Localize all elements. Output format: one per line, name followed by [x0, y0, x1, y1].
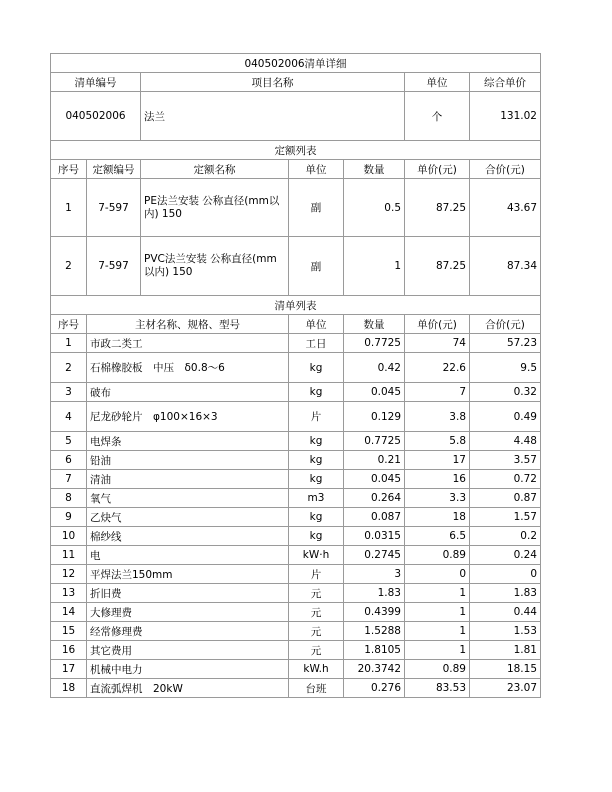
summary-name: 法兰 — [141, 92, 405, 141]
list-price: 17 — [405, 451, 470, 470]
list-name: 电 — [87, 546, 289, 565]
list-name: 乙炔气 — [87, 508, 289, 527]
quota-code: 7-597 — [87, 237, 141, 296]
list-total: 1.83 — [470, 584, 541, 603]
quota-header-total: 合价(元) — [470, 160, 541, 179]
list-name: 其它费用 — [87, 641, 289, 660]
quota-unit: 副 — [289, 237, 344, 296]
list-total: 0.24 — [470, 546, 541, 565]
quota-header-unit: 单位 — [289, 160, 344, 179]
list-row — [51, 546, 541, 565]
quota-price: 87.25 — [405, 237, 470, 296]
list-qty: 0.045 — [344, 383, 405, 402]
list-total: 1.57 — [470, 508, 541, 527]
quota-code: 7-597 — [87, 179, 141, 237]
list-header-price: 单价(元) — [405, 315, 470, 334]
list-no: 4 — [51, 402, 87, 432]
summary-price: 131.02 — [470, 92, 541, 141]
list-total: 18.15 — [470, 660, 541, 679]
list-no: 9 — [51, 508, 87, 527]
list-row — [51, 334, 541, 353]
list-name: 棉纱线 — [87, 527, 289, 546]
summary-header-name: 项目名称 — [141, 73, 405, 92]
list-total: 1.81 — [470, 641, 541, 660]
list-name: 石棉橡胶板 中压 δ0.8～6 — [87, 353, 289, 383]
list-price: 5.8 — [405, 432, 470, 451]
list-name: 平焊法兰150mm — [87, 565, 289, 584]
summary-header-unit: 单位 — [405, 73, 470, 92]
list-price: 1 — [405, 603, 470, 622]
list-no: 8 — [51, 489, 87, 508]
list-total: 9.5 — [470, 353, 541, 383]
list-name: 经常修理费 — [87, 622, 289, 641]
list-name: 电焊条 — [87, 432, 289, 451]
list-header-no: 序号 — [51, 315, 87, 334]
list-qty: 0.42 — [344, 353, 405, 383]
quota-total: 43.67 — [470, 179, 541, 237]
list-qty: 0.7725 — [344, 334, 405, 353]
quota-total: 87.34 — [470, 237, 541, 296]
list-price: 6.5 — [405, 527, 470, 546]
list-name: 机械中电力 — [87, 660, 289, 679]
list-unit: 元 — [289, 641, 344, 660]
list-no: 13 — [51, 584, 87, 603]
summary-header-code: 清单编号 — [51, 73, 141, 92]
list-row — [51, 353, 541, 383]
list-qty: 1.5288 — [344, 622, 405, 641]
list-qty: 0.276 — [344, 679, 405, 698]
list-row — [51, 470, 541, 489]
list-no: 2 — [51, 353, 87, 383]
list-total: 0.32 — [470, 383, 541, 402]
list-qty: 0.2745 — [344, 546, 405, 565]
list-qty: 0.264 — [344, 489, 405, 508]
list-unit: kg — [289, 527, 344, 546]
list-qty: 0.0315 — [344, 527, 405, 546]
list-row — [51, 489, 541, 508]
list-row — [51, 508, 541, 527]
list-total: 0.2 — [470, 527, 541, 546]
list-section-title: 清单列表 — [51, 296, 541, 315]
list-name: 铅油 — [87, 451, 289, 470]
list-header-qty: 数量 — [344, 315, 405, 334]
quota-header-code: 定额编号 — [87, 160, 141, 179]
list-unit: kg — [289, 432, 344, 451]
quota-header-name: 定额名称 — [141, 160, 289, 179]
list-qty: 0.21 — [344, 451, 405, 470]
list-unit: kW·h — [289, 546, 344, 565]
list-name: 尼龙砂轮片 φ100×16×3 — [87, 402, 289, 432]
list-total: 0.72 — [470, 470, 541, 489]
quota-qty: 1 — [344, 237, 405, 296]
list-price: 83.53 — [405, 679, 470, 698]
list-row — [51, 622, 541, 641]
list-price: 3.8 — [405, 402, 470, 432]
list-price: 0 — [405, 565, 470, 584]
list-unit: 元 — [289, 622, 344, 641]
list-total: 57.23 — [470, 334, 541, 353]
list-total: 0.44 — [470, 603, 541, 622]
list-row — [51, 432, 541, 451]
quota-row — [51, 179, 541, 237]
list-qty: 0.129 — [344, 402, 405, 432]
list-header-name: 主材名称、规格、型号 — [87, 315, 289, 334]
detail-table — [50, 53, 541, 698]
list-unit: 元 — [289, 603, 344, 622]
list-no: 18 — [51, 679, 87, 698]
quota-price: 87.25 — [405, 179, 470, 237]
list-unit: 台班 — [289, 679, 344, 698]
list-header-unit: 单位 — [289, 315, 344, 334]
list-no: 7 — [51, 470, 87, 489]
quota-qty: 0.5 — [344, 179, 405, 237]
list-no: 10 — [51, 527, 87, 546]
list-name: 清油 — [87, 470, 289, 489]
list-qty: 1.83 — [344, 584, 405, 603]
list-qty: 20.3742 — [344, 660, 405, 679]
list-unit: 工日 — [289, 334, 344, 353]
quota-header-no: 序号 — [51, 160, 87, 179]
list-total: 23.07 — [470, 679, 541, 698]
list-no: 12 — [51, 565, 87, 584]
list-qty: 0.7725 — [344, 432, 405, 451]
quota-no: 1 — [51, 179, 87, 237]
list-name: 破布 — [87, 383, 289, 402]
list-price: 18 — [405, 508, 470, 527]
list-unit: kg — [289, 470, 344, 489]
list-price: 0.89 — [405, 660, 470, 679]
quota-unit: 副 — [289, 179, 344, 237]
list-price: 3.3 — [405, 489, 470, 508]
list-price: 1 — [405, 622, 470, 641]
list-unit: kg — [289, 451, 344, 470]
list-unit: kg — [289, 353, 344, 383]
list-name: 大修理费 — [87, 603, 289, 622]
list-no: 11 — [51, 546, 87, 565]
quota-row — [51, 237, 541, 296]
list-name: 折旧费 — [87, 584, 289, 603]
list-qty: 1.8105 — [344, 641, 405, 660]
list-unit: 片 — [289, 402, 344, 432]
list-unit: kg — [289, 383, 344, 402]
list-row — [51, 660, 541, 679]
quota-header-price: 单价(元) — [405, 160, 470, 179]
list-row — [51, 584, 541, 603]
list-qty: 0.4399 — [344, 603, 405, 622]
summary-header-price: 综合单价 — [470, 73, 541, 92]
list-price: 1 — [405, 641, 470, 660]
list-row — [51, 451, 541, 470]
list-price: 0.89 — [405, 546, 470, 565]
quota-no: 2 — [51, 237, 87, 296]
list-price: 74 — [405, 334, 470, 353]
list-name: 氧气 — [87, 489, 289, 508]
list-price: 7 — [405, 383, 470, 402]
list-row — [51, 527, 541, 546]
list-price: 22.6 — [405, 353, 470, 383]
list-unit: kW.h — [289, 660, 344, 679]
list-unit: kg — [289, 508, 344, 527]
list-qty: 3 — [344, 565, 405, 584]
list-row — [51, 565, 541, 584]
list-qty: 0.045 — [344, 470, 405, 489]
list-total: 3.57 — [470, 451, 541, 470]
list-total: 0.87 — [470, 489, 541, 508]
list-row — [51, 641, 541, 660]
quota-name: PVC法兰安装 公称直径(mm以内) 150 — [141, 237, 289, 296]
list-total: 0 — [470, 565, 541, 584]
list-no: 1 — [51, 334, 87, 353]
summary-unit: 个 — [405, 92, 470, 141]
list-total: 4.48 — [470, 432, 541, 451]
summary-code: 040502006 — [51, 92, 141, 141]
list-row — [51, 679, 541, 698]
list-no: 17 — [51, 660, 87, 679]
list-no: 15 — [51, 622, 87, 641]
list-no: 3 — [51, 383, 87, 402]
list-price: 16 — [405, 470, 470, 489]
list-unit: 片 — [289, 565, 344, 584]
list-qty: 0.087 — [344, 508, 405, 527]
list-no: 5 — [51, 432, 87, 451]
list-name: 市政二类工 — [87, 334, 289, 353]
list-unit: m3 — [289, 489, 344, 508]
quota-name: PE法兰安装 公称直径(mm以内) 150 — [141, 179, 289, 237]
list-no: 16 — [51, 641, 87, 660]
list-total: 0.49 — [470, 402, 541, 432]
list-no: 6 — [51, 451, 87, 470]
list-no: 14 — [51, 603, 87, 622]
quota-section-title: 定额列表 — [51, 141, 541, 160]
page-title: 040502006清单详细 — [51, 54, 541, 73]
list-price: 1 — [405, 584, 470, 603]
list-row — [51, 402, 541, 432]
quota-header-qty: 数量 — [344, 160, 405, 179]
list-row — [51, 603, 541, 622]
list-row — [51, 383, 541, 402]
list-total: 1.53 — [470, 622, 541, 641]
list-name: 直流弧焊机 20kW — [87, 679, 289, 698]
list-unit: 元 — [289, 584, 344, 603]
list-header-total: 合价(元) — [470, 315, 541, 334]
